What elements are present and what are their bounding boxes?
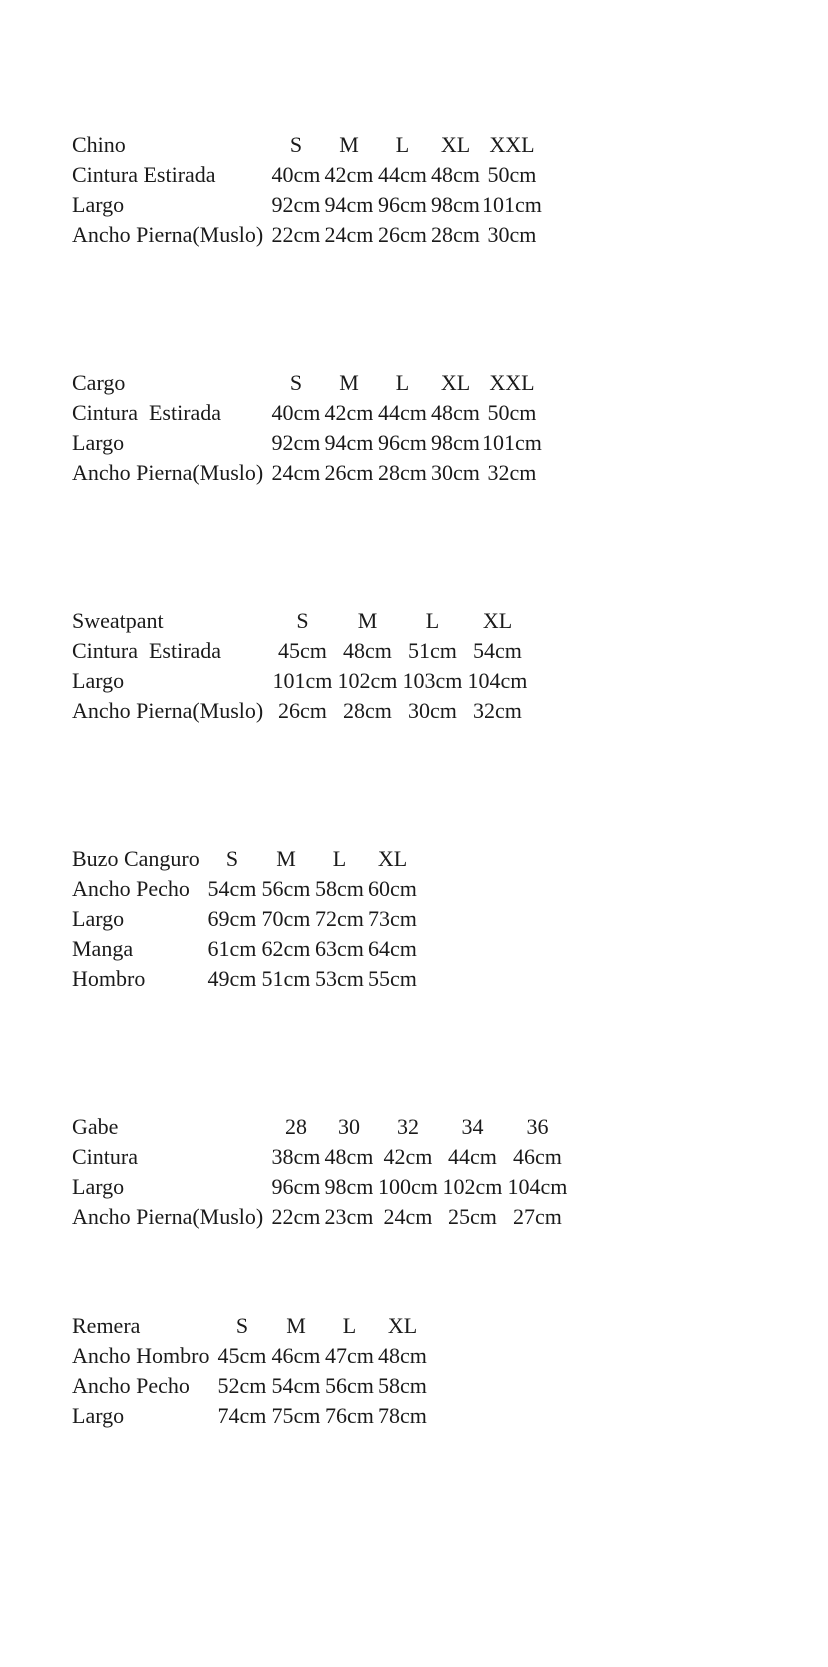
- cell: 54cm: [271, 1373, 321, 1398]
- row-label: Largo: [72, 668, 125, 693]
- table-header-row: [72, 1112, 570, 1142]
- cell: 62cm: [261, 936, 311, 961]
- cell: 49cm: [207, 966, 257, 991]
- size-header: S: [289, 370, 303, 395]
- cell: 98cm: [431, 192, 480, 217]
- cell: 104cm: [467, 668, 528, 693]
- cell: 47cm: [325, 1343, 374, 1368]
- cell: 98cm: [324, 1174, 374, 1199]
- cell: 26cm: [278, 698, 327, 723]
- size-table-chino: [72, 130, 542, 250]
- cell: 92cm: [271, 430, 321, 455]
- row-label: Ancho Pierna(Muslo): [72, 1204, 264, 1229]
- size-table-remera: [72, 1311, 429, 1431]
- cell: 70cm: [261, 906, 311, 931]
- size-header: XL: [440, 132, 471, 157]
- cell: 26cm: [324, 460, 374, 485]
- table-row: [72, 1401, 429, 1431]
- cell: 54cm: [473, 638, 522, 663]
- cell: 101cm: [272, 668, 333, 693]
- cell: 75cm: [271, 1403, 321, 1428]
- cell: 96cm: [378, 430, 427, 455]
- row-label: Ancho Pierna(Muslo): [72, 222, 264, 247]
- table-row: [72, 160, 542, 190]
- cell: 25cm: [448, 1204, 497, 1229]
- cell: 53cm: [315, 966, 364, 991]
- cell: 46cm: [271, 1343, 321, 1368]
- table-row: [72, 696, 530, 726]
- cell: 28cm: [378, 460, 427, 485]
- table-header-row: [72, 130, 542, 160]
- size-table-buzo-canguro: [72, 844, 419, 994]
- row-label: Cintura Estirada: [72, 400, 222, 425]
- cell: 42cm: [383, 1144, 433, 1169]
- size-header: L: [395, 132, 410, 157]
- cell: 63cm: [315, 936, 364, 961]
- table-row: [72, 874, 419, 904]
- cell: 96cm: [271, 1174, 321, 1199]
- table-row: [72, 1172, 570, 1202]
- row-label: Largo: [72, 192, 125, 217]
- size-header: 32: [397, 1114, 419, 1139]
- cell: 104cm: [507, 1174, 568, 1199]
- cell: 30cm: [431, 460, 480, 485]
- cell: 102cm: [337, 668, 398, 693]
- size-table-cargo: [72, 368, 542, 488]
- table-row: [72, 398, 542, 428]
- cell: 48cm: [431, 400, 480, 425]
- table-title: Gabe: [72, 1114, 119, 1139]
- size-header: 30: [338, 1114, 360, 1139]
- cell: 27cm: [513, 1204, 562, 1229]
- cell: 98cm: [431, 430, 480, 455]
- cell: 94cm: [324, 430, 374, 455]
- table-row: [72, 964, 419, 994]
- cell: 52cm: [217, 1373, 267, 1398]
- cell: 61cm: [207, 936, 257, 961]
- table-row: [72, 1202, 570, 1232]
- size-header: M: [276, 846, 296, 871]
- row-label: Cintura Estirada: [72, 162, 216, 187]
- table-header-row: [72, 368, 542, 398]
- cell: 94cm: [324, 192, 374, 217]
- row-label: Cintura Estirada: [72, 638, 222, 663]
- cell: 44cm: [378, 400, 427, 425]
- table-row: [72, 666, 530, 696]
- size-header: S: [225, 846, 239, 871]
- row-label: Manga: [72, 936, 134, 961]
- table-row: [72, 428, 542, 458]
- table-header-row: [72, 606, 530, 636]
- size-header: 28: [285, 1114, 307, 1139]
- cell: 48cm: [431, 162, 480, 187]
- cell: 76cm: [325, 1403, 374, 1428]
- cell: 45cm: [217, 1343, 267, 1368]
- cell: 24cm: [383, 1204, 433, 1229]
- cell: 74cm: [217, 1403, 267, 1428]
- size-header: M: [339, 370, 359, 395]
- size-header: S: [289, 132, 303, 157]
- cell: 100cm: [378, 1174, 438, 1199]
- row-label: Ancho Pecho: [72, 1373, 190, 1398]
- cell: 24cm: [271, 460, 321, 485]
- cell: 58cm: [315, 876, 364, 901]
- cell: 44cm: [378, 162, 427, 187]
- cell: 48cm: [343, 638, 392, 663]
- cell: 55cm: [368, 966, 417, 991]
- table-row: [72, 1371, 429, 1401]
- cell: 73cm: [368, 906, 417, 931]
- cell: 46cm: [513, 1144, 562, 1169]
- row-label: Hombro: [72, 966, 146, 991]
- row-label: Ancho Pierna(Muslo): [72, 460, 264, 485]
- size-table-gabe: [72, 1112, 570, 1232]
- cell: 50cm: [487, 400, 537, 425]
- cell: 28cm: [343, 698, 392, 723]
- size-header: XL: [387, 1313, 418, 1338]
- size-header: M: [286, 1313, 306, 1338]
- row-label: Largo: [72, 1403, 125, 1428]
- cell: 69cm: [207, 906, 257, 931]
- size-header: S: [296, 608, 309, 633]
- cell: 42cm: [324, 162, 374, 187]
- cell: 48cm: [378, 1343, 427, 1368]
- cell: 102cm: [442, 1174, 503, 1199]
- cell: 56cm: [261, 876, 311, 901]
- cell: 28cm: [431, 222, 480, 247]
- size-header: M: [339, 132, 359, 157]
- cell: 101cm: [482, 430, 542, 455]
- size-header: L: [425, 608, 440, 633]
- table-title: Cargo: [72, 370, 126, 395]
- table-title: Buzo Canguro: [72, 846, 200, 871]
- table-row: [72, 458, 542, 488]
- cell: 22cm: [271, 1204, 321, 1229]
- cell: 22cm: [271, 222, 321, 247]
- cell: 72cm: [315, 906, 364, 931]
- size-header: XXL: [489, 370, 535, 395]
- cell: 64cm: [368, 936, 417, 961]
- size-header: XL: [440, 370, 471, 395]
- cell: 48cm: [324, 1144, 374, 1169]
- size-header: XXL: [489, 132, 535, 157]
- table-title: Remera: [72, 1313, 141, 1338]
- table-title: Sweatpant: [72, 608, 164, 633]
- row-label: Largo: [72, 1174, 125, 1199]
- size-table-sweatpant: [72, 606, 530, 726]
- cell: 45cm: [278, 638, 327, 663]
- cell: 42cm: [324, 400, 374, 425]
- row-label: Cintura: [72, 1144, 138, 1169]
- table-row: [72, 934, 419, 964]
- cell: 26cm: [378, 222, 427, 247]
- cell: 50cm: [487, 162, 537, 187]
- cell: 40cm: [271, 400, 321, 425]
- cell: 60cm: [368, 876, 417, 901]
- cell: 24cm: [324, 222, 374, 247]
- size-header: L: [342, 1313, 357, 1338]
- table-header-row: [72, 1311, 429, 1341]
- table-row: [72, 904, 419, 934]
- size-header: L: [395, 370, 410, 395]
- table-row: [72, 636, 530, 666]
- size-header: XL: [482, 608, 513, 633]
- row-label: Ancho Pierna(Muslo): [72, 698, 264, 723]
- cell: 32cm: [473, 698, 522, 723]
- cell: 30cm: [487, 222, 537, 247]
- row-label: Ancho Hombro: [72, 1343, 210, 1368]
- size-header: M: [357, 608, 378, 633]
- cell: 30cm: [408, 698, 457, 723]
- size-header: S: [235, 1313, 249, 1338]
- cell: 40cm: [271, 162, 321, 187]
- table-row: [72, 1142, 570, 1172]
- row-label: Ancho Pecho: [72, 876, 190, 901]
- table-row: [72, 1341, 429, 1371]
- table-header-row: [72, 844, 419, 874]
- cell: 23cm: [324, 1204, 374, 1229]
- cell: 54cm: [207, 876, 257, 901]
- cell: 58cm: [378, 1373, 427, 1398]
- cell: 38cm: [271, 1144, 321, 1169]
- row-label: Largo: [72, 430, 125, 455]
- cell: 78cm: [378, 1403, 427, 1428]
- cell: 101cm: [482, 192, 542, 217]
- table-row: [72, 220, 542, 250]
- table-row: [72, 190, 542, 220]
- size-header: XL: [377, 846, 408, 871]
- cell: 32cm: [487, 460, 537, 485]
- cell: 96cm: [378, 192, 427, 217]
- cell: 51cm: [408, 638, 457, 663]
- cell: 92cm: [271, 192, 321, 217]
- cell: 51cm: [261, 966, 311, 991]
- cell: 103cm: [402, 668, 463, 693]
- table-title: Chino: [72, 132, 126, 157]
- size-header: L: [332, 846, 347, 871]
- row-label: Largo: [72, 906, 125, 931]
- size-header: 34: [461, 1114, 484, 1139]
- cell: 44cm: [448, 1144, 497, 1169]
- size-header: 36: [526, 1114, 549, 1139]
- cell: 56cm: [325, 1373, 374, 1398]
